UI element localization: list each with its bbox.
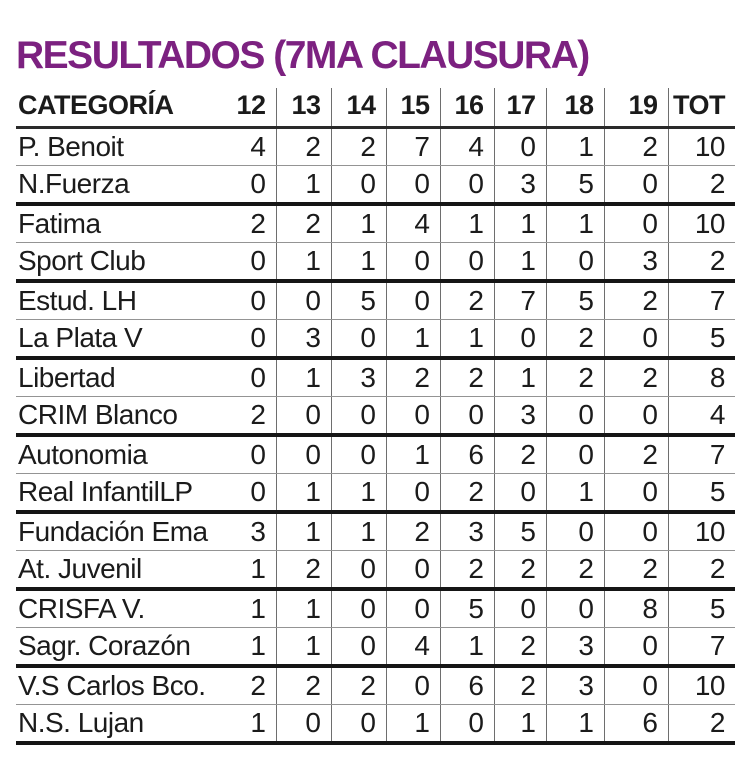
cell-value: 0 [604,666,668,705]
header-cell-17: 17 [494,88,546,128]
cell-value: 1 [546,204,604,243]
cell-value: 1 [494,243,546,282]
cell-value: 1 [440,204,494,243]
cell-value: 1 [546,128,604,166]
cell-value: 1 [331,204,386,243]
cell-value: 0 [331,628,386,667]
cell-value: 2 [494,435,546,474]
cell-value: 1 [546,474,604,513]
cell-team-name: V.S Carlos Bco. [16,666,216,705]
table-header [16,88,735,128]
cell-value: 0 [216,243,276,282]
cell-value: 2 [276,128,331,166]
cell-value: 1 [276,474,331,513]
cell-value: 4 [216,128,276,166]
cell-value: 0 [331,320,386,359]
cell-total: 5 [668,589,735,628]
cell-value: 0 [386,589,440,628]
cell-team-name: Autonomia [16,435,216,474]
cell-value: 2 [276,204,331,243]
cell-total: 2 [668,243,735,282]
cell-value: 1 [331,474,386,513]
cell-value: 1 [494,705,546,744]
header-cell-15: 15 [386,88,440,128]
cell-value: 2 [604,281,668,320]
cell-team-name: Fundación Ema [16,512,216,551]
cell-value: 0 [604,512,668,551]
cell-value: 0 [216,435,276,474]
cell-value: 0 [604,397,668,436]
cell-value: 0 [546,589,604,628]
cell-value: 2 [546,320,604,359]
table-row [16,243,735,282]
cell-value: 1 [494,358,546,397]
cell-value: 0 [604,474,668,513]
cell-value: 2 [494,551,546,590]
cell-team-name: P. Benoit [16,128,216,166]
cell-total: 5 [668,474,735,513]
cell-value: 2 [386,512,440,551]
cell-value: 8 [604,589,668,628]
cell-total: 10 [668,128,735,166]
table-row [16,512,735,551]
cell-value: 0 [216,320,276,359]
cell-team-name: Sagr. Corazón [16,628,216,667]
cell-value: 5 [440,589,494,628]
cell-value: 0 [276,281,331,320]
cell-value: 1 [216,551,276,590]
cell-value: 0 [331,589,386,628]
cell-value: 6 [604,705,668,744]
cell-value: 6 [440,435,494,474]
cell-value: 2 [604,435,668,474]
cell-value: 3 [276,320,331,359]
cell-value: 0 [440,166,494,205]
header-cell-12: 12 [216,88,276,128]
cell-value: 0 [546,243,604,282]
cell-team-name: N.S. Lujan [16,705,216,744]
cell-value: 0 [440,705,494,744]
cell-value: 2 [546,358,604,397]
cell-value: 4 [386,204,440,243]
header-cell-18: 18 [546,88,604,128]
cell-value: 3 [546,666,604,705]
cell-total: 8 [668,358,735,397]
table-row [16,320,735,359]
cell-value: 2 [604,128,668,166]
cell-total: 4 [668,397,735,436]
cell-value: 1 [216,589,276,628]
cell-value: 1 [276,358,331,397]
cell-team-name: Libertad [16,358,216,397]
cell-value: 0 [386,474,440,513]
page-title: RESULTADOS (7MA CLAUSURA) [16,34,589,77]
cell-value: 1 [386,705,440,744]
cell-value: 1 [494,204,546,243]
cell-value: 3 [440,512,494,551]
cell-value: 3 [604,243,668,282]
cell-total: 10 [668,204,735,243]
cell-value: 4 [386,628,440,667]
cell-total: 10 [668,512,735,551]
cell-team-name: Sport Club [16,243,216,282]
cell-value: 0 [604,166,668,205]
cell-value: 0 [216,281,276,320]
table-row [16,705,735,744]
cell-value: 0 [546,435,604,474]
cell-value: 0 [494,589,546,628]
cell-value: 2 [494,666,546,705]
cell-value: 1 [331,512,386,551]
cell-value: 1 [216,705,276,744]
cell-value: 0 [276,435,331,474]
cell-value: 5 [494,512,546,551]
cell-value: 0 [216,358,276,397]
cell-value: 1 [386,435,440,474]
cell-value: 2 [216,204,276,243]
cell-team-name: N.Fuerza [16,166,216,205]
cell-value: 0 [386,551,440,590]
cell-value: 1 [440,320,494,359]
cell-total: 7 [668,628,735,667]
cell-value: 2 [216,397,276,436]
cell-value: 0 [386,397,440,436]
cell-value: 3 [494,166,546,205]
results-table [16,88,735,745]
table-row [16,474,735,513]
cell-value: 5 [331,281,386,320]
cell-value: 5 [546,166,604,205]
cell-value: 0 [440,243,494,282]
cell-total: 2 [668,166,735,205]
cell-value: 3 [216,512,276,551]
cell-value: 0 [546,397,604,436]
cell-value: 0 [386,243,440,282]
cell-value: 0 [604,320,668,359]
cell-value: 0 [494,128,546,166]
cell-value: 1 [276,243,331,282]
cell-value: 1 [276,166,331,205]
cell-total: 5 [668,320,735,359]
table-row [16,551,735,590]
cell-value: 1 [386,320,440,359]
header-cell-categoria: CATEGORÍA [16,88,216,128]
cell-value: 1 [440,628,494,667]
cell-team-name: Real InfantilLP [16,474,216,513]
cell-value: 1 [216,628,276,667]
header-cell-16: 16 [440,88,494,128]
table-row [16,397,735,436]
cell-value: 0 [386,166,440,205]
cell-total: 2 [668,705,735,744]
table-body [16,128,735,744]
cell-value: 2 [604,358,668,397]
cell-value: 0 [604,204,668,243]
cell-value: 1 [276,628,331,667]
table-row [16,204,735,243]
table-row [16,628,735,667]
table-row [16,281,735,320]
cell-team-name: Estud. LH [16,281,216,320]
cell-value: 3 [331,358,386,397]
cell-value: 2 [604,551,668,590]
table-row [16,128,735,166]
cell-value: 3 [494,397,546,436]
table-row [16,358,735,397]
cell-value: 1 [331,243,386,282]
cell-team-name: Fatima [16,204,216,243]
cell-value: 2 [546,551,604,590]
table-row [16,589,735,628]
cell-value: 0 [494,320,546,359]
cell-value: 0 [216,474,276,513]
table-row [16,166,735,205]
cell-value: 0 [331,397,386,436]
table-row [16,666,735,705]
cell-value: 2 [276,666,331,705]
cell-total: 7 [668,435,735,474]
cell-team-name: La Plata V [16,320,216,359]
cell-value: 0 [386,666,440,705]
cell-value: 0 [216,166,276,205]
cell-value: 0 [440,397,494,436]
cell-value: 0 [331,166,386,205]
header-cell-tot: TOT [668,88,735,128]
cell-value: 0 [546,512,604,551]
cell-value: 0 [494,474,546,513]
cell-value: 2 [216,666,276,705]
cell-team-name: CRIM Blanco [16,397,216,436]
cell-value: 0 [386,281,440,320]
cell-value: 1 [276,589,331,628]
cell-value: 2 [440,551,494,590]
cell-value: 7 [494,281,546,320]
header-cell-13: 13 [276,88,331,128]
table-row [16,435,735,474]
cell-value: 0 [276,705,331,744]
cell-value: 0 [331,551,386,590]
cell-team-name: At. Juvenil [16,551,216,590]
cell-value: 0 [604,628,668,667]
cell-value: 5 [546,281,604,320]
header-row [16,88,735,128]
cell-value: 2 [276,551,331,590]
cell-value: 0 [331,705,386,744]
cell-value: 3 [546,628,604,667]
cell-value: 0 [276,397,331,436]
cell-value: 2 [331,128,386,166]
cell-total: 10 [668,666,735,705]
cell-value: 4 [440,128,494,166]
cell-value: 2 [440,281,494,320]
cell-value: 2 [440,474,494,513]
cell-value: 1 [546,705,604,744]
cell-value: 7 [386,128,440,166]
cell-value: 2 [440,358,494,397]
cell-total: 7 [668,281,735,320]
cell-value: 2 [494,628,546,667]
cell-value: 1 [276,512,331,551]
cell-value: 2 [386,358,440,397]
cell-value: 0 [331,435,386,474]
cell-value: 6 [440,666,494,705]
cell-total: 2 [668,551,735,590]
header-cell-19: 19 [604,88,668,128]
cell-value: 2 [331,666,386,705]
header-cell-14: 14 [331,88,386,128]
cell-team-name: CRISFA V. [16,589,216,628]
